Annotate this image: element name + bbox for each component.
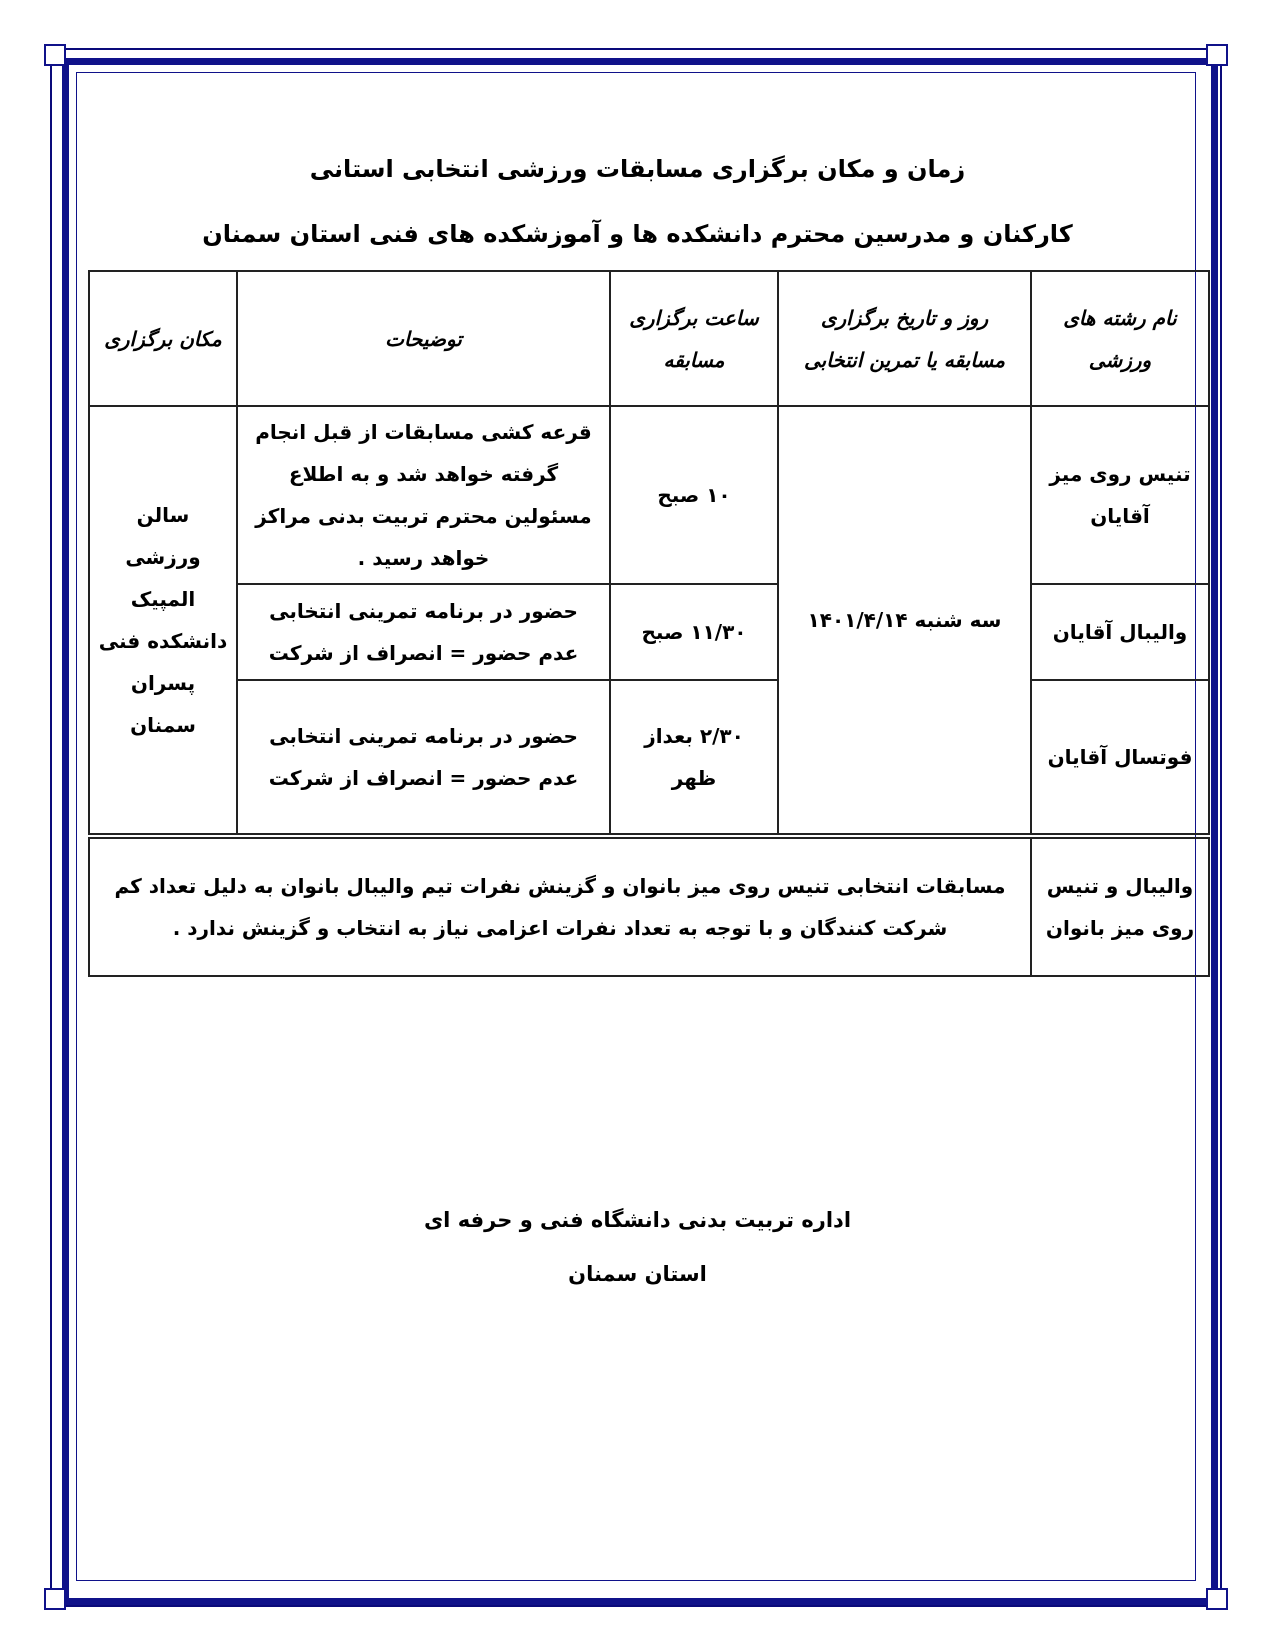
cell-time: ۲/۳۰ بعداز ظهر bbox=[610, 680, 778, 836]
page-subtitle: کارکنان و مدرسین محترم دانشکده ها و آموزشکده های فنی استان سمنان bbox=[202, 220, 1073, 248]
footer-province: استان سمنان bbox=[568, 1262, 707, 1286]
cell-sport: والیبال آقایان bbox=[1031, 584, 1209, 680]
header-time: ساعت برگزاری مسابقه bbox=[610, 271, 778, 406]
cell-venue: سالن ورزشی المپیک دانشکده فنی پسران سمنان bbox=[89, 406, 237, 836]
table-row-women bbox=[89, 836, 1209, 976]
table-row bbox=[89, 406, 1209, 584]
schedule-table bbox=[88, 270, 1210, 977]
cell-time: ۱۱/۳۰ صبح bbox=[610, 584, 778, 680]
header-notes: توضیحات bbox=[237, 271, 610, 406]
border-corner-ornament bbox=[1206, 44, 1228, 66]
cell-notes: حضور در برنامه تمرینی انتخابی عدم حضور = انصراف از شرکت bbox=[237, 584, 610, 680]
cell-date: سه شنبه ۱۴۰۱/۴/۱۴ bbox=[778, 406, 1031, 836]
cell-notes: حضور در برنامه تمرینی انتخابی عدم حضور = انصراف از شرکت bbox=[237, 680, 610, 836]
header-sport: نام رشته های ورزشی bbox=[1031, 271, 1209, 406]
page-title: زمان و مکان برگزاری مسابقات ورزشی انتخابی استانی bbox=[309, 155, 966, 183]
cell-sport: تنیس روی میز آقایان bbox=[1031, 406, 1209, 584]
table-header-row bbox=[89, 271, 1209, 406]
cell-women-note: مسابقات انتخابی تنیس روی میز بانوان و گزینش نفرات تیم والیبال بانوان به دلیل تعداد کم شرکت کنندگان و با توجه به تعداد نفرات اعزامی نیاز به انتخاب و گزینش ندارد . bbox=[89, 836, 1031, 976]
header-date: روز و تاریخ برگزاری مسابقه یا تمرین انتخابی bbox=[778, 271, 1031, 406]
cell-sport: فوتسال آقایان bbox=[1031, 680, 1209, 836]
cell-sport-women: والیبال و تنیس روی میز بانوان bbox=[1031, 836, 1209, 976]
border-corner-ornament bbox=[44, 44, 66, 66]
cell-notes: قرعه کشی مسابقات از قبل انجام گرفته خواهد شد و به اطلاع مسئولین محترم تربیت بدنی مراکز خواهد رسید . bbox=[237, 406, 610, 584]
header-venue: مکان برگزاری bbox=[89, 271, 237, 406]
table-row bbox=[89, 680, 1209, 836]
border-corner-ornament bbox=[44, 1588, 66, 1610]
table-row bbox=[89, 584, 1209, 680]
cell-time: ۱۰ صبح bbox=[610, 406, 778, 584]
footer-office: اداره تربیت بدنی دانشگاه فنی و حرفه ای bbox=[423, 1208, 852, 1232]
border-corner-ornament bbox=[1206, 1588, 1228, 1610]
